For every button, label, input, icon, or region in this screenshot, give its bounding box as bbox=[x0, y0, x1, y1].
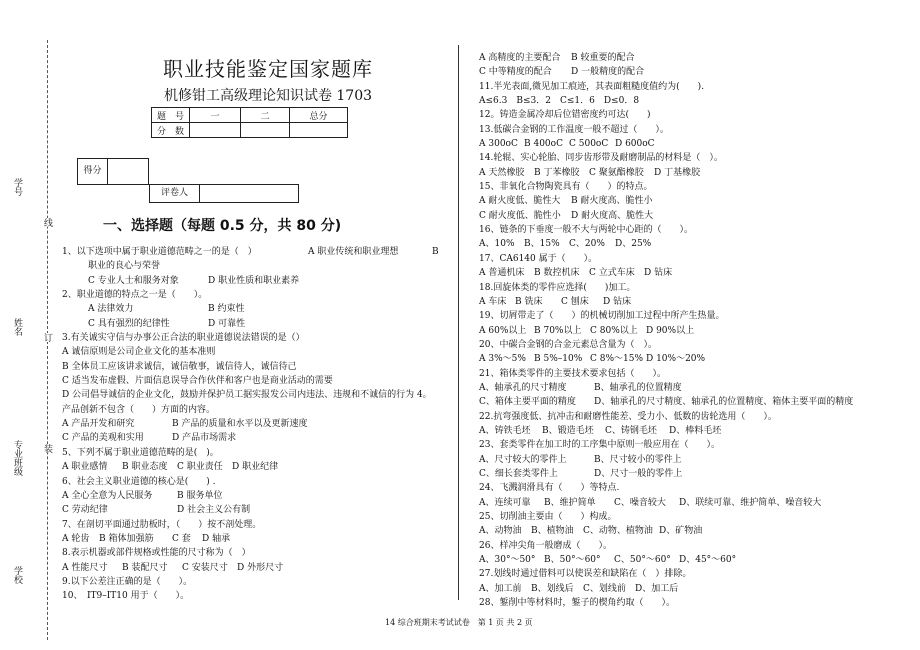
question-text: 27.划线时通过借料可以使误差和缺陷在（ ）排除。 bbox=[479, 569, 692, 580]
question-line bbox=[479, 108, 899, 122]
question-line bbox=[479, 51, 899, 65]
question-line bbox=[479, 467, 899, 481]
question-text: 26、样冲尖角一般磨成（ ）。 bbox=[479, 540, 612, 551]
question-text: D、轴承孔的尺寸精度、轴承孔的位置精度、箱体主要平面的精度 bbox=[594, 397, 854, 408]
question-line bbox=[62, 460, 452, 474]
question-text: C 专业人士和服务对象 bbox=[88, 275, 179, 286]
score-table-cell bbox=[241, 123, 290, 138]
question-line bbox=[479, 137, 899, 151]
question-text: 24、飞溅润滑具有（ ）等特点. bbox=[479, 483, 620, 494]
question-text: C 刨床 bbox=[561, 296, 589, 307]
question-line bbox=[62, 561, 452, 575]
question-text: 18.回旋体类的零件应选择( )加工。 bbox=[479, 282, 636, 293]
question-text: B 服务单位 bbox=[177, 490, 223, 501]
question-text: A、30°～50° bbox=[479, 555, 536, 566]
grader-box-label: 评卷人 bbox=[150, 185, 200, 202]
question-text: D、联续可靠、维护简单、噪音较大 bbox=[679, 497, 822, 508]
question-text: D 职业性质和职业素养 bbox=[208, 275, 300, 286]
question-text: D 10%～20% bbox=[646, 354, 706, 365]
question-text: C 安装尺寸 bbox=[182, 562, 228, 573]
question-text: 23、套类零件在加工时的工序集中原则一般应用在（ ）。 bbox=[479, 440, 720, 451]
question-line bbox=[62, 317, 452, 331]
question-line bbox=[479, 194, 899, 208]
question-text: 2、职业道德的特点之一是（ ）。 bbox=[62, 290, 208, 301]
question-line bbox=[62, 446, 452, 460]
question-line bbox=[479, 237, 899, 251]
question-text: D 丁基橡胶 bbox=[654, 167, 701, 178]
question-text: A 产品开发和研究 bbox=[62, 419, 135, 430]
question-line bbox=[479, 496, 899, 510]
question-line bbox=[479, 281, 899, 295]
question-line bbox=[479, 266, 899, 280]
question-line bbox=[62, 431, 452, 445]
class-label: 专业班级 bbox=[12, 440, 22, 476]
left-questions bbox=[62, 245, 452, 604]
question-line bbox=[479, 381, 899, 395]
question-line bbox=[479, 453, 899, 467]
score-table-cell: 二 bbox=[241, 108, 290, 123]
question-text: A 天然橡胶 bbox=[479, 167, 525, 178]
question-text: A 职业感情 bbox=[62, 462, 108, 473]
question-line bbox=[479, 80, 899, 94]
question-text: B、轴承孔的位置精度 bbox=[594, 382, 682, 393]
question-text: C 80%以上 bbox=[590, 325, 638, 336]
question-text: D 职业纪律 bbox=[232, 462, 279, 473]
question-text: B 丁苯橡胶 bbox=[534, 167, 580, 178]
question-text: 6、社会主义职业道德的核心是( ) . bbox=[62, 476, 216, 487]
question-text: 25、切削油主要由（ ）构成。 bbox=[479, 512, 617, 522]
question-line bbox=[62, 518, 452, 532]
question-line bbox=[62, 374, 452, 388]
question-text: D 可靠性 bbox=[208, 318, 246, 329]
question-line bbox=[62, 532, 452, 546]
question-line bbox=[62, 245, 452, 259]
question-text: B 较重要的配合 bbox=[571, 53, 635, 63]
question-line bbox=[62, 475, 452, 489]
question-text: B 职业态度 bbox=[122, 462, 168, 473]
question-text: D 产品市场需求 bbox=[172, 433, 237, 444]
question-text: C 8%～15% bbox=[590, 354, 644, 365]
question-line bbox=[62, 546, 452, 560]
question-text: 14.轮辊、实心轮胎、同步齿形带及耐磨制品的材料是（ ）。 bbox=[479, 153, 723, 164]
binding-mark-bind: 装 bbox=[42, 444, 52, 453]
question-line bbox=[62, 331, 452, 345]
question-text: B 铣床 bbox=[515, 296, 543, 307]
question-text: 28、錾削中等材料时，錾子的楔角约取（ ）。 bbox=[479, 598, 675, 609]
question-text: A、尺寸较大的零件上 bbox=[479, 454, 567, 465]
question-text: B 5%–10% bbox=[534, 354, 583, 365]
question-text: D、加工后 bbox=[635, 583, 679, 594]
question-text: B bbox=[432, 247, 439, 257]
question-text: A、连续可靠 bbox=[479, 497, 531, 508]
score-table-cell: 分 数 bbox=[152, 123, 190, 138]
question-line bbox=[479, 510, 899, 524]
question-text: B 400oC bbox=[524, 139, 563, 150]
score-box bbox=[77, 158, 149, 185]
question-text: A 高精度的主要配合 bbox=[479, 53, 561, 63]
question-text: D 90%以上 bbox=[646, 325, 695, 336]
question-text: D 600oC bbox=[615, 139, 655, 150]
question-line bbox=[479, 324, 899, 338]
score-table-cell: 一 bbox=[190, 108, 241, 123]
question-text: 8.表示机器或部件规格或性能的尺寸称为（ ） bbox=[62, 548, 251, 559]
score-box-label: 得分 bbox=[78, 159, 108, 184]
question-text: 15、非氧化合物陶瓷具有（ ）的特点。 bbox=[479, 182, 653, 193]
right-questions bbox=[479, 51, 899, 610]
question-text: 9.以下公差注正确的是（ ）。 bbox=[62, 576, 193, 587]
question-line bbox=[62, 417, 452, 431]
question-line bbox=[479, 151, 899, 165]
question-line bbox=[62, 274, 452, 288]
question-text: A、轴承孔的尺寸精度 bbox=[479, 382, 567, 393]
question-line bbox=[479, 438, 899, 452]
question-text: B、尺寸较小的零件上 bbox=[594, 454, 682, 465]
exam-title: 职业技能鉴定国家题库 bbox=[163, 57, 373, 81]
question-text: B 装配尺寸 bbox=[122, 562, 168, 573]
question-text: D 公司倡导诚信的企业文化，鼓励并保护员工据实报发公司内违法、违规和不诚信的行为 4。 bbox=[62, 390, 432, 401]
question-text: A 诚信原则是公司企业文化的基本准则 bbox=[62, 347, 216, 358]
question-text: D、25% bbox=[615, 239, 652, 250]
question-text: D 外形尺寸 bbox=[237, 562, 284, 573]
question-line bbox=[479, 123, 899, 137]
question-line bbox=[479, 424, 899, 438]
question-text: D 社会主义公有制 bbox=[177, 505, 251, 516]
question-line bbox=[62, 503, 452, 517]
binding-mark-line: 线 bbox=[42, 218, 52, 227]
question-text: 19、切屑带走了（ ）的机械切削加工过程中所产生热量。 bbox=[479, 311, 725, 322]
question-line bbox=[62, 345, 452, 359]
question-text: 10、 IT9–IT10 用于（ ）。 bbox=[62, 591, 190, 602]
question-line bbox=[479, 367, 899, 381]
school-label: 学校 bbox=[12, 566, 22, 584]
binding-margin bbox=[0, 0, 55, 650]
score-table-cell: 题 号 bbox=[152, 108, 190, 123]
question-text: A 轮齿 bbox=[62, 533, 90, 544]
question-line bbox=[479, 524, 899, 538]
question-line bbox=[479, 481, 899, 495]
question-text: 5、下列不属于职业道德范畴的是( )。 bbox=[62, 447, 219, 458]
question-text: D、矿物油 bbox=[659, 526, 703, 537]
question-text: B 数控机床 bbox=[534, 268, 580, 279]
question-text: A 性能尺寸 bbox=[62, 562, 108, 573]
question-line bbox=[479, 410, 899, 424]
question-text: A 全心全意为人民服务 bbox=[62, 490, 153, 501]
question-text: 7、在剖切平面通过肋板时，（ ）按不剖处理。 bbox=[62, 519, 262, 530]
question-text: A 60%以上 bbox=[479, 325, 527, 336]
question-line bbox=[479, 596, 899, 610]
score-table-cell bbox=[290, 123, 348, 138]
question-text: B 全体员工应该讲求诚信，诚信敬事，诚信待人，诚信待己 bbox=[62, 361, 297, 372]
question-line bbox=[62, 288, 452, 302]
question-text: 16、链条的下垂度一般不大与两轮中心距的（ ）。 bbox=[479, 225, 693, 236]
exam-subtitle: 机修钳工高级理论知识试卷 1703 bbox=[163, 88, 373, 104]
question-line bbox=[62, 259, 452, 273]
score-table-value-row bbox=[152, 123, 348, 138]
question-text: C 具有强烈的纪律性 bbox=[88, 318, 170, 329]
question-text: B 耐火度高、脆性小 bbox=[571, 196, 653, 207]
question-text: C、动物、植物油 bbox=[583, 526, 653, 537]
question-line bbox=[479, 223, 899, 237]
question-text: 13.低碳合金钢的工作温度一般不超过（ ）。 bbox=[479, 124, 669, 135]
question-text: C、划线前 bbox=[583, 583, 626, 594]
question-text: A 300oC bbox=[479, 139, 518, 150]
question-text: 20、中碳合金钢的合金元素总含量为（ ）。 bbox=[479, 339, 657, 350]
question-text: A、10% bbox=[479, 239, 515, 250]
question-text: 12。铸造金属冷却后位错密度约可达( ) bbox=[479, 110, 651, 121]
question-text: D 钻床 bbox=[603, 296, 632, 307]
score-table-header-row bbox=[152, 108, 348, 123]
question-text: B、划线后 bbox=[531, 583, 574, 594]
column-divider bbox=[458, 45, 459, 600]
question-text: D 轴承 bbox=[202, 533, 231, 544]
question-text: B、维护简单 bbox=[544, 497, 596, 508]
question-text: D 钻床 bbox=[644, 268, 673, 279]
question-line bbox=[62, 360, 452, 374]
question-line bbox=[62, 575, 452, 589]
question-line bbox=[479, 309, 899, 323]
score-table-cell: 总分 bbox=[290, 108, 348, 123]
question-text: C 聚氨酯橡胶 bbox=[589, 167, 644, 178]
question-text: B、50°～60° bbox=[544, 555, 601, 566]
question-text: C、铸钢毛坯 bbox=[605, 425, 657, 436]
question-text: C 职业责任 bbox=[177, 462, 223, 473]
question-text: A、加工前 bbox=[479, 583, 522, 594]
question-line bbox=[479, 539, 899, 553]
question-text: C 产品的美观和实用 bbox=[62, 433, 144, 444]
question-text: C、20% bbox=[569, 239, 605, 250]
question-line bbox=[479, 209, 899, 223]
question-line bbox=[62, 388, 452, 402]
question-text: C、50°～60° bbox=[614, 555, 671, 566]
question-text: D、棒料毛坯 bbox=[669, 425, 722, 436]
question-text: C 耐火度低、脆性小 bbox=[479, 210, 561, 221]
question-text: C 中等精度的配合 bbox=[479, 67, 552, 78]
question-line bbox=[62, 403, 452, 417]
score-table-cell bbox=[190, 123, 241, 138]
question-line bbox=[479, 65, 899, 79]
question-line bbox=[479, 180, 899, 194]
question-text: C 立式车床 bbox=[589, 268, 635, 279]
section-title: 一、选择题（每题 0.5 分，共 80 分) bbox=[103, 218, 342, 234]
question-line bbox=[62, 589, 452, 603]
question-text: C 500oC bbox=[569, 139, 609, 150]
question-line bbox=[479, 166, 899, 180]
question-text: D 一般精度的配合 bbox=[571, 67, 645, 78]
question-line bbox=[62, 302, 452, 316]
question-line bbox=[479, 567, 899, 581]
question-text: A 耐火度低、脆性大 bbox=[479, 196, 561, 207]
question-text: B、植物油 bbox=[531, 526, 574, 537]
question-text: A、动物油 bbox=[479, 526, 522, 537]
question-text: D、尺寸一般的零件上 bbox=[594, 468, 683, 479]
page-footer: 14 综合班期末考试试卷 第 1 页 共 2 页 bbox=[385, 618, 533, 627]
question-text: A 车床 bbox=[479, 296, 507, 307]
question-text: A 法律效力 bbox=[88, 304, 134, 315]
question-text: D、45°～60° bbox=[679, 555, 737, 566]
question-text: B 70%以上 bbox=[534, 325, 582, 336]
question-text: C、噪音较大 bbox=[614, 497, 666, 508]
question-text: B 箱体加强筋 bbox=[99, 533, 154, 544]
question-text: A≤6.3 B≤3．2 C≤1．6 D≤0．8 bbox=[479, 96, 640, 107]
question-text: 17、CA6140 属于（ ）。 bbox=[479, 253, 598, 264]
question-text: C、箱体主要平面的精度 bbox=[479, 397, 576, 408]
question-text: C 套 bbox=[172, 533, 191, 544]
question-text: 11.半光表面,微见加工痕迹，其表面粗糙度值约为( ). bbox=[479, 81, 705, 92]
question-text: 1、以下选项中属于职业道德范畴之一的是（ ） bbox=[62, 247, 257, 257]
question-text: B、15% bbox=[524, 239, 560, 250]
question-text: 22.抗弯强度低、抗冲击和耐磨性能差、受力小、低数的齿轮选用（ ）。 bbox=[479, 411, 777, 422]
question-text: C 适当发布虚假、片面信息误导合作伙伴和客户也是商业活动的需要 bbox=[62, 376, 333, 387]
score-table bbox=[151, 107, 348, 138]
question-line bbox=[479, 252, 899, 266]
question-text: 职业的良心与荣誉 bbox=[88, 261, 161, 272]
question-text: C 劳动纪律 bbox=[62, 505, 108, 516]
question-text: A 3%～5% bbox=[479, 354, 526, 365]
question-text: B 约束性 bbox=[208, 304, 245, 315]
question-text: 21、箱体类零件的主要技术要求包括（ ）。 bbox=[479, 368, 666, 379]
question-line bbox=[479, 582, 899, 596]
grader-box bbox=[149, 184, 299, 203]
question-text: B 产品的质量和水平以及更新速度 bbox=[172, 419, 308, 430]
question-text: D 耐火度高、脆性大 bbox=[571, 210, 654, 221]
question-line bbox=[479, 295, 899, 309]
question-text: A、铸铁毛坯 bbox=[479, 425, 531, 436]
question-line bbox=[479, 338, 899, 352]
student-number-label: 学号 bbox=[12, 178, 22, 196]
question-line bbox=[479, 553, 899, 567]
question-line bbox=[479, 352, 899, 366]
question-line bbox=[479, 94, 899, 108]
question-text: C、细长套类零件上 bbox=[479, 468, 558, 479]
question-text: A 普通机床 bbox=[479, 268, 525, 279]
binding-mark-staple: 订 bbox=[42, 333, 52, 342]
name-label: 姓名 bbox=[12, 318, 22, 336]
question-text: 3.有关诚实守信与办事公正合法的职业道德说法错误的是（） bbox=[62, 333, 305, 344]
question-text: A 职业传统和职业理想 bbox=[308, 247, 399, 257]
question-text: 产品创新不包含（ ）方面的内容。 bbox=[62, 404, 216, 415]
question-text: B、锻造毛坯 bbox=[542, 425, 594, 436]
question-line bbox=[62, 489, 452, 503]
question-line bbox=[479, 395, 899, 409]
